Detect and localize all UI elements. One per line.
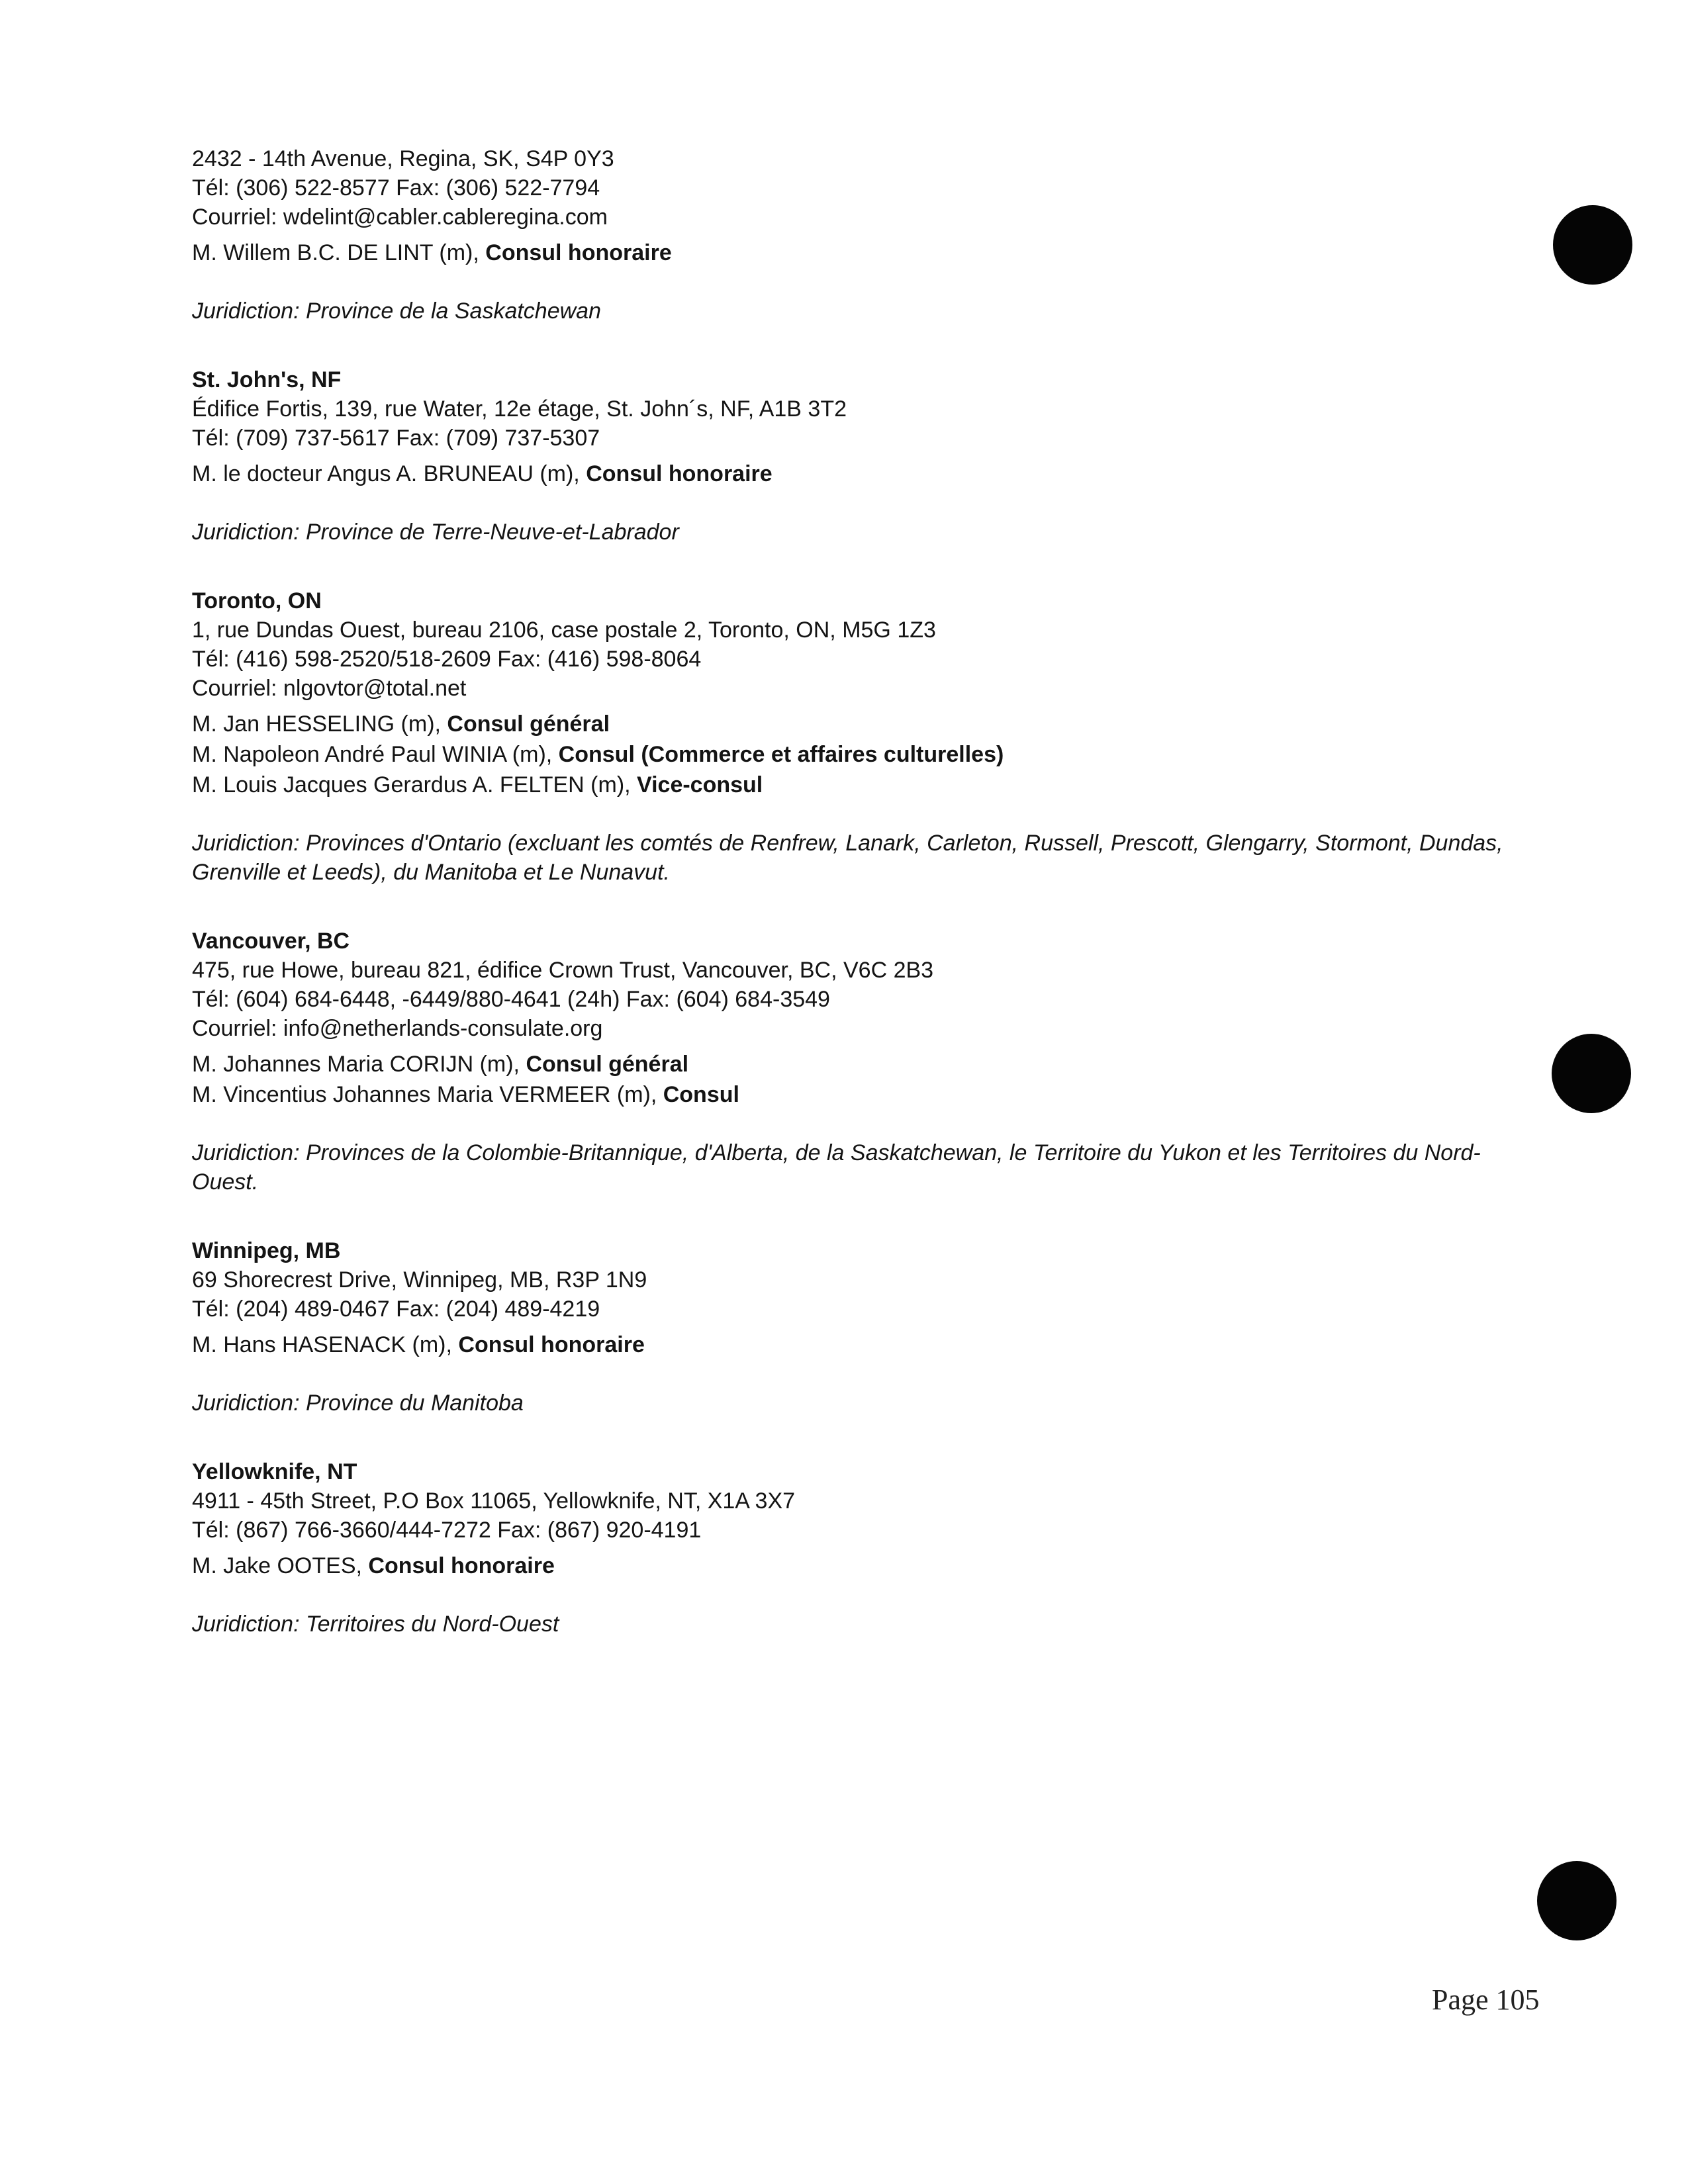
official-line — [192, 1050, 1529, 1079]
city-heading: Winnipeg, MB — [192, 1238, 341, 1263]
phone-line: Tél: (204) 489-0467 Fax: (204) 489-4219 — [192, 1297, 600, 1322]
entry-yellowknife — [192, 1457, 1529, 1639]
official-line — [192, 238, 1529, 267]
city-heading: Vancouver, BC — [192, 929, 350, 954]
official-name: M. Johannes Maria CORIJN (m), — [192, 1052, 526, 1077]
jurisdiction-text: Juridiction: Province de la Saskatchewan — [192, 298, 601, 324]
official-line — [192, 1330, 1529, 1359]
jurisdiction-text: Juridiction: Provinces de la Colombie-Britannique, d'Alberta, de la Saskatchewan, le Territoire du Yukon et les Territoires du Nord-Ouest. — [192, 1140, 1481, 1195]
jurisdiction-text: Juridiction: Province du Manitoba — [192, 1390, 524, 1416]
jurisdiction-text: Juridiction: Provinces d'Ontario (excluant les comtés de Renfrew, Lanark, Carleton, Russell, Prescott, Glengarry, Stormont, Dundas, Grenville et Leeds), du Manitoba et Le Nunavut. — [192, 831, 1503, 885]
official-role: Consul honoraire — [368, 1553, 555, 1578]
address-line: 69 Shorecrest Drive, Winnipeg, MB, R3P 1N9 — [192, 1267, 647, 1293]
phone-line: Tél: (709) 737-5617 Fax: (709) 737-5307 — [192, 426, 600, 451]
address-line: 1, rue Dundas Ouest, bureau 2106, case postale 2, Toronto, ON, M5G 1Z3 — [192, 617, 936, 643]
official-role: Consul honoraire — [485, 240, 672, 265]
phone-line: Tél: (604) 684-6448, -6449/880-4641 (24h) Fax: (604) 684-3549 — [192, 987, 830, 1012]
official-line — [192, 1080, 1529, 1109]
punch-hole-middle — [1552, 1034, 1631, 1113]
official-name: M. Louis Jacques Gerardus A. FELTEN (m), — [192, 772, 637, 797]
official-line — [192, 770, 1529, 799]
address-line: 2432 - 14th Avenue, Regina, SK, S4P 0Y3 — [192, 146, 614, 171]
official-role: Consul (Commerce et affaires culturelles) — [558, 742, 1004, 767]
phone-line: Tél: (416) 598-2520/518-2609 Fax: (416) 598-8064 — [192, 647, 702, 672]
entry-st-johns — [192, 365, 1529, 547]
official-line — [192, 1551, 1529, 1580]
official-name: M. Willem B.C. DE LINT (m), — [192, 240, 486, 265]
official-role: Consul général — [447, 711, 610, 737]
phone-line: Tél: (306) 522-8577 Fax: (306) 522-7794 — [192, 175, 600, 201]
official-name: M. Napoleon André Paul WINIA (m), — [192, 742, 559, 767]
jurisdiction-text: Juridiction: Province de Terre-Neuve-et-Labrador — [192, 520, 679, 545]
city-heading: St. John's, NF — [192, 367, 342, 392]
official-role: Consul honoraire — [586, 461, 773, 486]
address-line: 475, rue Howe, bureau 821, édifice Crown Trust, Vancouver, BC, V6C 2B3 — [192, 958, 934, 983]
official-name: M. Vincentius Johannes Maria VERMEER (m), — [192, 1082, 663, 1107]
official-line — [192, 709, 1529, 739]
official-role: Vice-consul — [637, 772, 763, 797]
entry-winnipeg — [192, 1236, 1529, 1418]
entry-regina — [192, 144, 1529, 326]
phone-line: Tél: (867) 766-3660/444-7272 Fax: (867) 920-4191 — [192, 1518, 702, 1543]
address-line: Édifice Fortis, 139, rue Water, 12e étage, St. John´s, NF, A1B 3T2 — [192, 396, 847, 422]
punch-hole-bottom — [1537, 1861, 1617, 1940]
official-name: M. Jake OOTES, — [192, 1553, 369, 1578]
email-line: Courriel: nlgovtor@total.net — [192, 676, 467, 701]
consulate-listing — [192, 144, 1529, 1639]
city-heading: Toronto, ON — [192, 588, 322, 614]
page-number: Page 105 — [1432, 1983, 1540, 2016]
official-role: Consul — [663, 1082, 739, 1107]
jurisdiction-text: Juridiction: Territoires du Nord-Ouest — [192, 1612, 559, 1637]
entry-vancouver — [192, 927, 1529, 1197]
address-line: 4911 - 45th Street, P.O Box 11065, Yellowknife, NT, X1A 3X7 — [192, 1488, 796, 1514]
official-role: Consul honoraire — [458, 1332, 645, 1357]
email-line: Courriel: info@netherlands-consulate.org — [192, 1016, 603, 1041]
official-role: Consul général — [526, 1052, 689, 1077]
city-heading: Yellowknife, NT — [192, 1459, 357, 1484]
entry-toronto — [192, 586, 1529, 887]
official-name: M. Hans HASENACK (m), — [192, 1332, 459, 1357]
email-line: Courriel: wdelint@cabler.cableregina.com — [192, 205, 608, 230]
official-name: M. le docteur Angus A. BRUNEAU (m), — [192, 461, 586, 486]
punch-hole-top — [1553, 205, 1632, 285]
official-line — [192, 740, 1529, 769]
official-line — [192, 459, 1529, 488]
official-name: M. Jan HESSELING (m), — [192, 711, 447, 737]
